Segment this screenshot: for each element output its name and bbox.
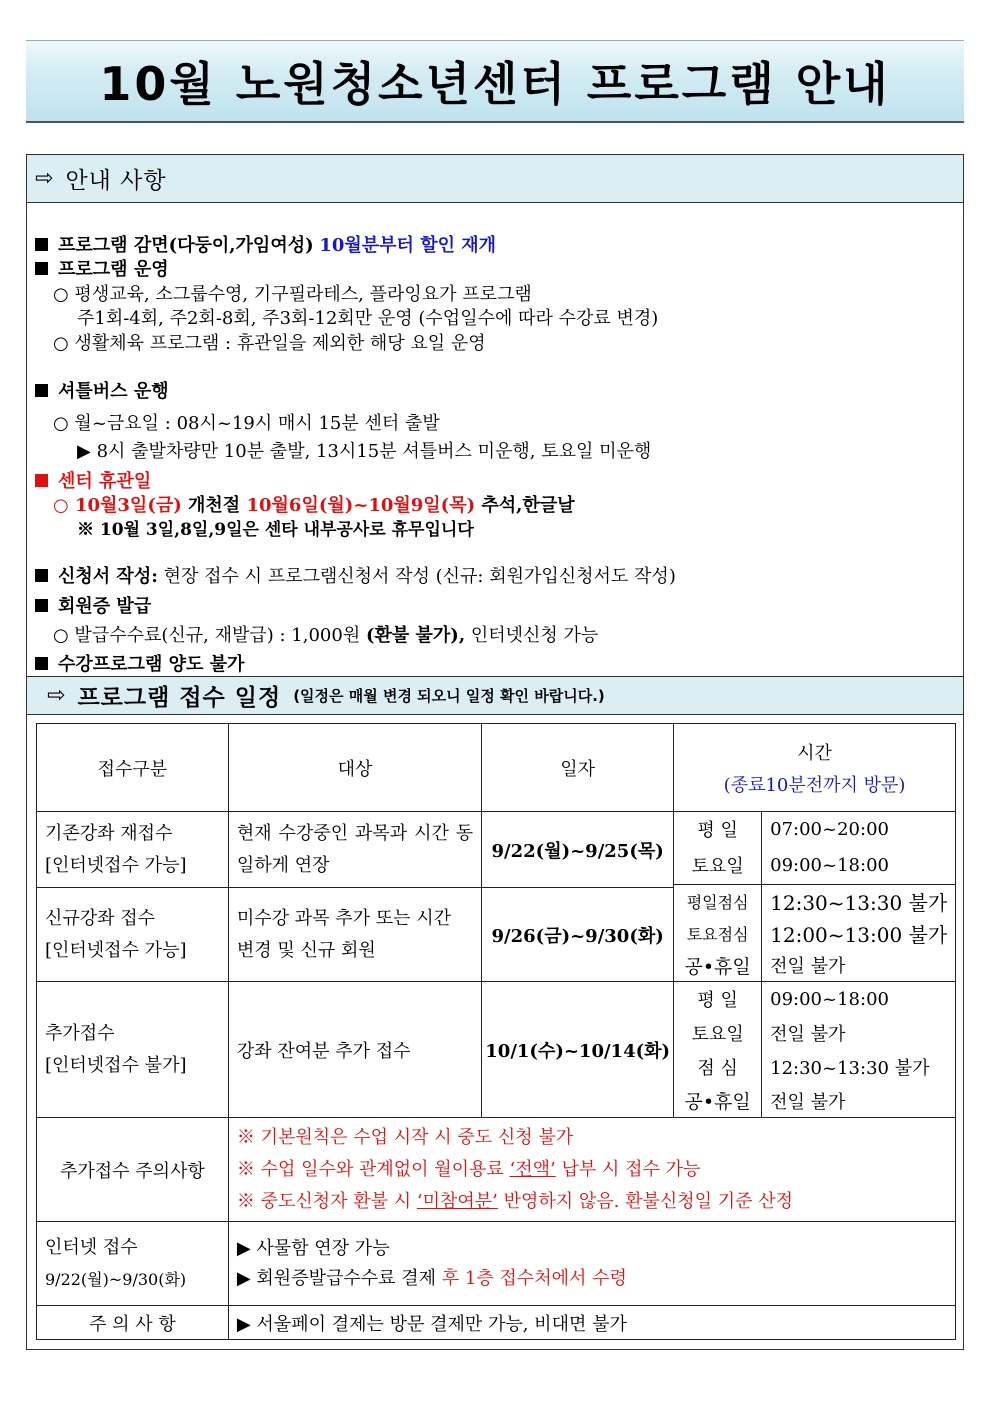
notice-frame — [26, 154, 964, 1350]
arrow-right-icon: ⇨ — [35, 166, 54, 191]
notice-operation-item1: ○ 평생교육, 소그룹수영, 기구필라테스, 플라잉요가 프로그램 — [53, 284, 532, 305]
notice-closed-days: 센터 휴관일 — [35, 467, 151, 493]
row-time: 평 일 07:00~20:00 토요일 09:00~18:00 평일점심 12:30~13:30 불가 토요점심 12:00~13:00 불가 공•휴일 전일 불가 — [674, 812, 956, 982]
square-bullet-icon — [35, 262, 48, 275]
row-time: 평 일 09:00~18:00 토요일 전일 불가 점 심 12:30~13:30 불가 공•휴일 전일 불가 — [674, 982, 956, 1118]
header-date: 일자 — [482, 724, 674, 812]
row-category: 추가접수 [인터넷접수 불가] — [37, 982, 229, 1118]
notice-application: 신청서 작성: 현장 접수 시 프로그램신청서 작성 (신규: 회원가입신청서도 작성) — [35, 562, 676, 588]
notice-membership-card: 회원증 발급 — [35, 592, 151, 618]
square-bullet-icon — [35, 474, 48, 487]
row-target: 강좌 잔여분 추가 접수 — [228, 982, 481, 1118]
row-target: 미수강 과목 추가 또는 시간 변경 및 신규 회원 — [228, 888, 481, 982]
arrow-right-icon: ⇨ — [47, 683, 66, 708]
row-notes: ▶ 사물함 연장 가능 ▶ 회원증발급수수료 결제 후 1층 접수처에서 수령 — [228, 1222, 955, 1306]
schedule-table — [36, 723, 956, 1340]
row-target: 현재 수강중인 과목과 시간 동일하게 연장 — [228, 812, 481, 888]
row-category: 주 의 사 항 — [37, 1306, 229, 1340]
row-date: 10/1(수)~10/14(화) — [482, 982, 674, 1118]
notice-no-transfer: 수강프로그램 양도 불가 — [35, 650, 244, 676]
row-notes: ※ 기본원칙은 수업 시작 시 중도 신청 불가 ※ 수업 일수와 관계없이 월이용료 ‘전액’ 납부 시 접수 가능 ※ 중도신청자 환불 시 ‘미참여분’ 반영하지 않음. 환불신청일 기준 산정 — [228, 1118, 955, 1222]
notice-shuttle: 셔틀버스 운행 — [35, 377, 169, 403]
table-row — [37, 982, 956, 1118]
square-bullet-icon — [35, 238, 48, 251]
section-notice-header — [27, 155, 963, 203]
section-notice-title: 안내 사항 — [65, 168, 167, 194]
row-category: 인터넷 접수 9/22(월)~9/30(화) — [37, 1222, 229, 1306]
row-category: 신규강좌 접수 [인터넷접수 가능] — [37, 888, 229, 982]
notice-shuttle-detail: ▶ 8시 출발차량만 10분 출발, 13시15분 셔틀버스 미운행, 토요일 미운행 — [77, 441, 652, 462]
notice-operation: 프로그램 운영 — [35, 255, 169, 281]
square-bullet-icon — [35, 384, 48, 397]
row-date: 9/26(금)~9/30(화) — [482, 888, 674, 982]
square-bullet-icon — [35, 569, 48, 582]
row-category: 기존강좌 재접수 [인터넷접수 가능] — [37, 812, 229, 888]
table-row — [37, 1306, 956, 1340]
notice-closed-note: ※ 10월 3일,8일,9일은 센타 내부공사로 휴무입니다 — [77, 520, 474, 540]
row-date: 9/22(월)~9/25(목) — [482, 812, 674, 888]
square-bullet-icon — [35, 657, 48, 670]
notice-discount: 프로그램 감면(다둥이,가임여성) 10월분부터 할인 재개 — [35, 231, 496, 257]
table-header-row — [37, 724, 956, 812]
notice-operation-item2: ○ 생활체육 프로그램 : 휴관일을 제외한 해당 요일 운영 — [53, 333, 486, 354]
square-bullet-icon — [35, 599, 48, 612]
table-row — [37, 812, 956, 888]
row-category: 추가접수 주의사항 — [37, 1118, 229, 1222]
header-target: 대상 — [228, 724, 481, 812]
section-schedule-note: (일정은 매월 변경 되오니 일정 확인 바랍니다.) — [293, 687, 605, 705]
notice-membership-fee: ○ 발급수수료(신규, 재발급) : 1,000원 (환불 불가), 인터넷신청 가능 — [53, 625, 599, 646]
notice-closed-dates: ○ 10월3일(금) 개천절 10월6일(월)~10월9일(목) 추석,한글날 — [53, 495, 575, 516]
page-title: 10월 노원청소년센터 프로그램 안내 — [99, 57, 891, 111]
title-banner — [26, 40, 964, 123]
notice-shuttle-item: ○ 월~금요일 : 08시~19시 매시 15분 센터 출발 — [53, 413, 440, 434]
header-category: 접수구분 — [37, 724, 229, 812]
row-notes: ▶ 서울페이 결제는 방문 결제만 가능, 비대면 불가 — [228, 1306, 955, 1340]
table-row — [37, 1222, 956, 1306]
section-schedule-title: 프로그램 접수 일정 — [77, 685, 282, 711]
header-time: 시간 (종료10분전까지 방문) — [674, 724, 956, 812]
table-row — [37, 1118, 956, 1222]
section-schedule-header — [27, 676, 963, 715]
notice-operation-item1-detail: 주1회-4회, 주2회-8회, 주3회-12회만 운영 (수업일수에 따라 수강료 변경) — [77, 308, 659, 329]
